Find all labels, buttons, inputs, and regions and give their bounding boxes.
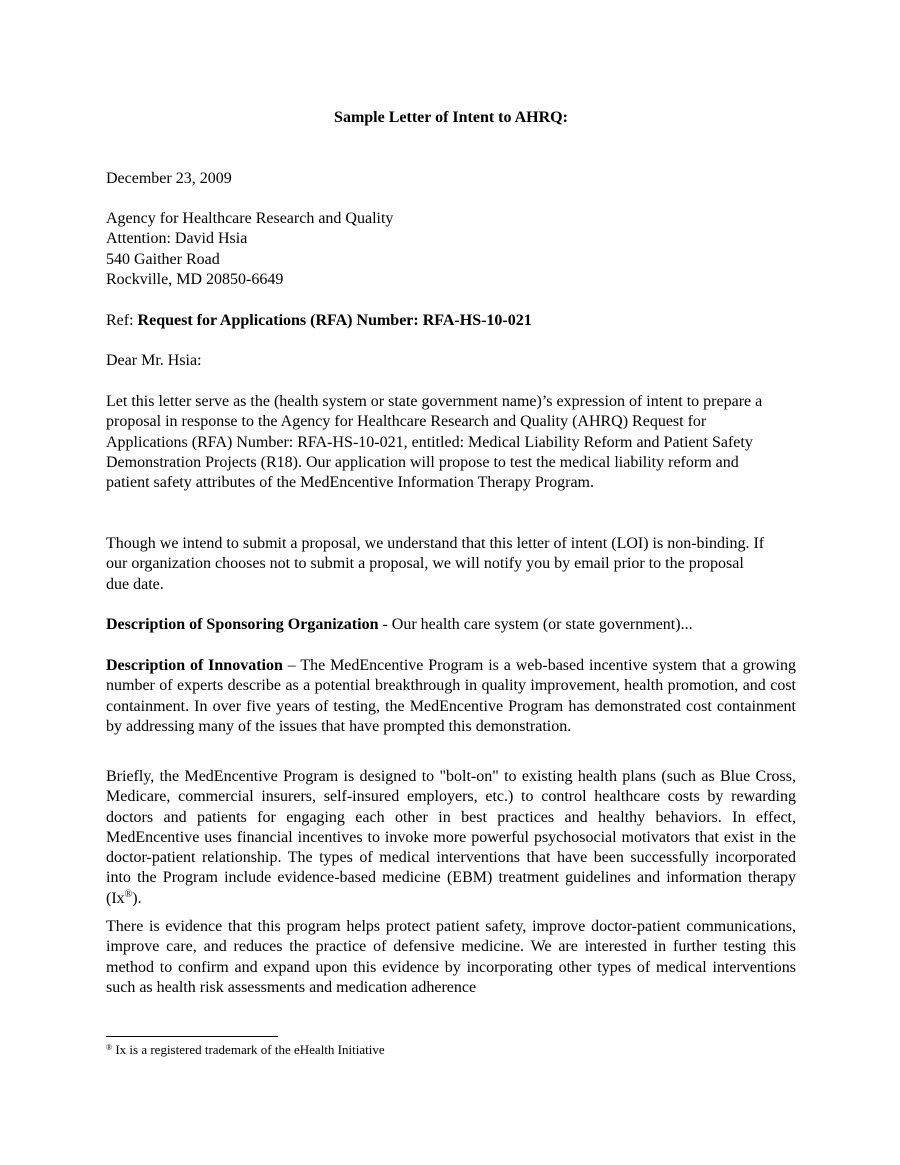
paragraph-text-end: ). <box>132 889 142 907</box>
reference-label: Ref: <box>106 312 138 329</box>
footnote-divider <box>106 1036 278 1037</box>
paragraph-non-binding: Though we intend to submit a proposal, we understand that this letter of intent (LOI) is non-binding. If our organization chooses not to submit a proposal, we will notify you by email prior to the proposal due date. <box>106 535 765 593</box>
address-line: Agency for Healthcare Research and Quality <box>106 210 394 227</box>
section-heading: Description of Innovation <box>106 657 283 674</box>
paragraph-innovation <box>106 656 796 737</box>
paragraph-evidence: There is evidence that this program helps protect patient safety, improve doctor-patient communications, improve care, and reduces the practice of defensive medicine. We are interested in further testing this method to confirm and expand upon this evidence by incorporating other types of medical interventions such as health risk assessments and medication adherence <box>106 918 796 996</box>
reference-line <box>106 311 796 331</box>
section-text: - Our health care system (or state government)... <box>378 616 693 633</box>
paragraph-intent: Let this letter serve as the (health system or state government name)’s expression of intent to prepare a proposal in response to the Agency for Healthcare Research and Quality (AHRQ) Request for Applications (RFA) Number: RFA-HS-10-021, entitled: Medical Liability Reform and Patient Safety Demonstration Projects (R18). Our application will propose to test the medical liability reform and patient safety attributes of the MedEncentive Information Therapy Program. <box>106 393 763 492</box>
letter-date: December 23, 2009 <box>106 170 232 187</box>
address-line: Attention: David Hsia <box>106 230 248 248</box>
reference-value: Request for Applications (RFA) Number: RFA-HS-10-021 <box>137 312 532 329</box>
address-line: 540 Gaither Road <box>106 250 220 268</box>
address-line: Rockville, MD 20850-6649 <box>106 270 284 288</box>
paragraph-text: Briefly, the MedEncentive Program is designed to "bolt-on" to existing health plans (such as Blue Cross, Medicare, commercial insurers, self-insured employers, etc.) to control healthcare costs by rewarding doctors and patients for engaging each other in best practices and healthy behaviors. In effect, MedEncentive uses financial incentives to invoke more powerful psychosocial motivators that exist in the doctor-patient relationship. The types of medical interventions that have been successfully incorporated into the Program include evidence-based medicine (EBM) treatment guidelines and information therapy (Ix <box>106 768 796 907</box>
section-heading: Description of Sponsoring Organization <box>106 616 379 633</box>
footnote-mark: ® <box>106 1043 113 1052</box>
footnote <box>106 1042 385 1058</box>
paragraph-briefly <box>106 767 796 909</box>
document-title: Sample Letter of Intent to AHRQ: <box>334 109 568 126</box>
recipient-address <box>106 209 796 290</box>
salutation: Dear Mr. Hsia: <box>106 352 202 369</box>
footnote-text: Ix is a registered trademark of the eHealth Initiative <box>112 1042 385 1057</box>
section-text: – The MedEncentive Program is a web-based incentive system that a growing number of experts describe as a potential breakthrough in quality improvement, health promotion, and cost containment. In over five years of testing, the MedEncentive Program has demonstrated cost containment by addressing many of the issues that have prompted this demonstration. <box>106 657 797 735</box>
registered-mark: ® <box>124 888 133 900</box>
paragraph-sponsoring-organization <box>106 615 796 635</box>
